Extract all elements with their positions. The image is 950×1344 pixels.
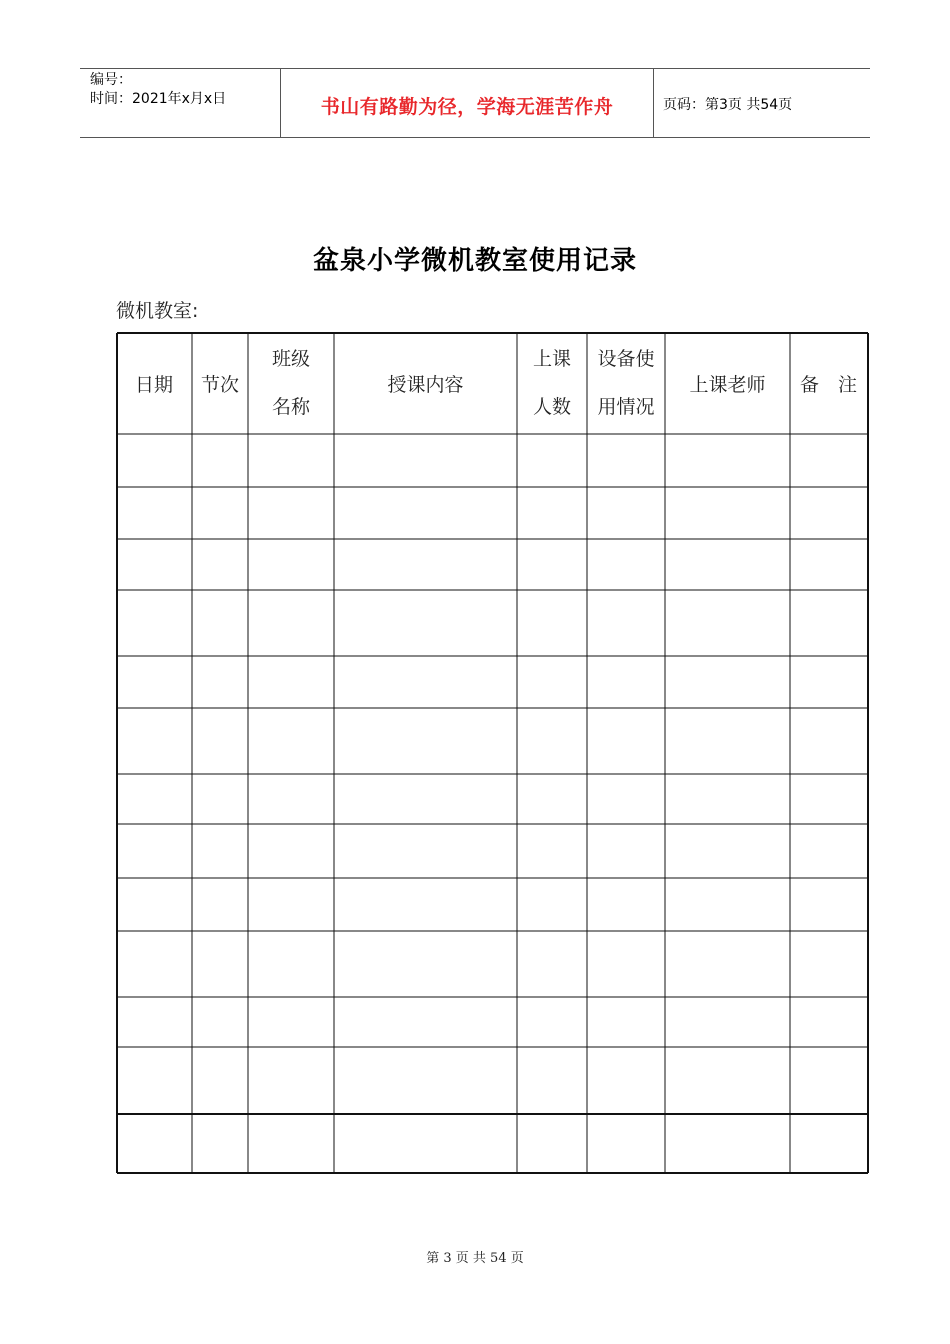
header-meta-cell [80,69,281,137]
column-header-text: 人数 [532,396,571,418]
column-header [790,332,867,434]
column-header-text: 设备使 [597,348,655,370]
table-grid-lines [116,332,869,1174]
column-header-text: 上课老师 [689,373,766,396]
page-indicator: 页码：第3页 共54页 [663,97,793,113]
header-page-cell [654,69,870,137]
column-header [116,332,192,434]
column-header [587,332,665,434]
number-label: 编号： [90,72,132,88]
page-footer: 第 3 页 共 54 页 [426,1251,524,1266]
column-header-text: 用情况 [597,396,655,418]
column-header-text: 上课 [532,348,571,370]
column-header [665,332,790,434]
column-header-text: 日期 [134,373,173,396]
column-header-text: 节次 [200,373,239,396]
column-header-text: 授课内容 [387,373,464,396]
date-label: 时间：2021年x月x日 [90,91,227,107]
page-title: 盆泉小学微机教室使用记录 [312,246,637,276]
column-header [334,332,517,434]
column-header [248,332,334,434]
record-table [116,332,869,1174]
column-header-text: 备 注 [799,373,857,396]
column-header [517,332,587,434]
column-header-text: 名称 [271,396,310,418]
header-motto-cell [281,69,654,137]
column-header [192,332,248,434]
document-header [80,68,870,138]
column-header-text: 班级 [271,348,310,370]
room-label: 微机教室: [116,300,199,322]
motto-text: 书山有路勤为径，学海无涯苦作舟 [320,96,614,118]
